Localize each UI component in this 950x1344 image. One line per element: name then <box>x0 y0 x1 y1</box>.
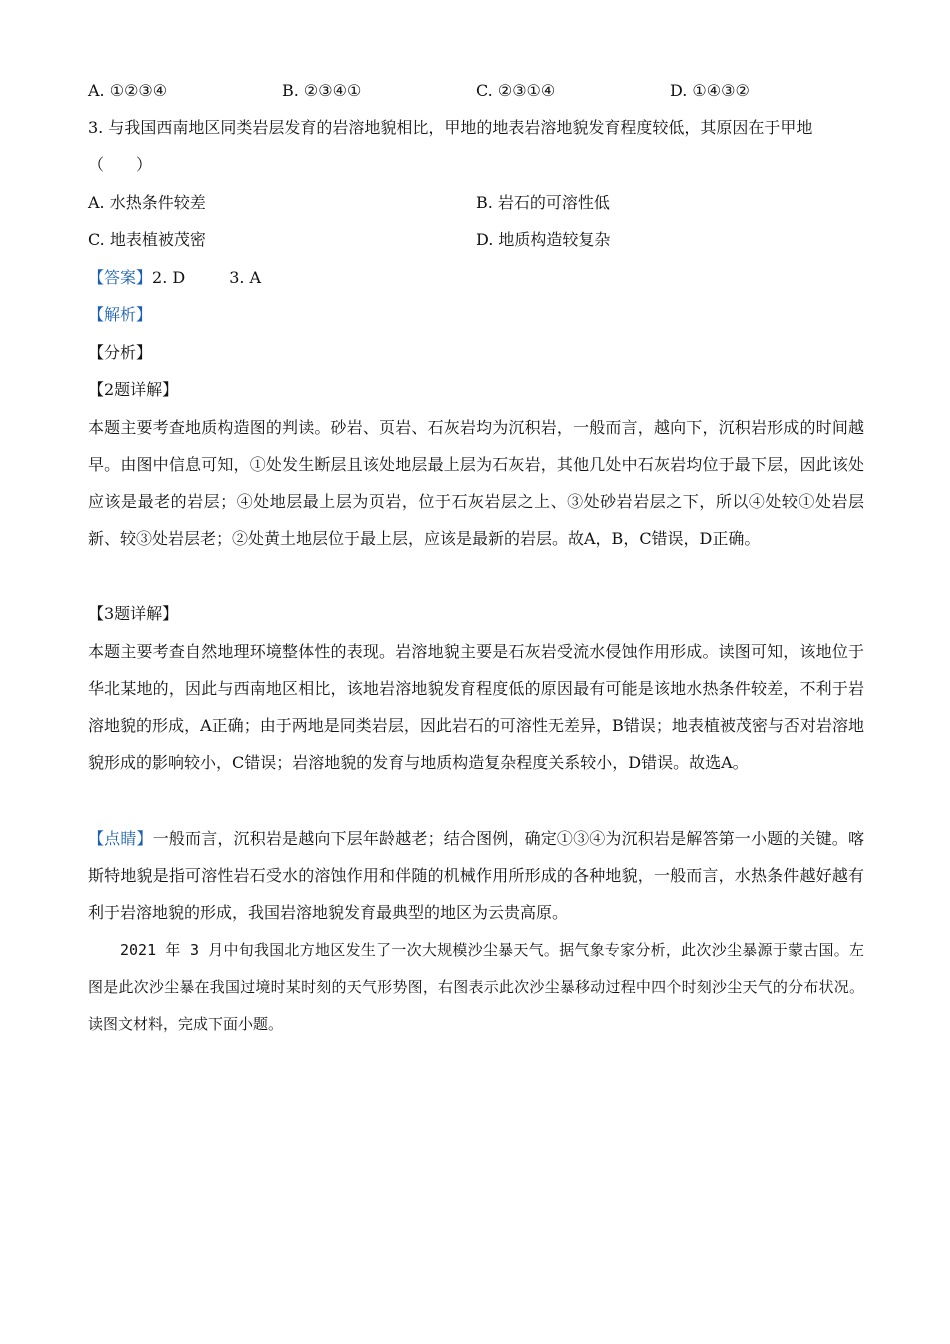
q3-detail-label: 【3题详解】 <box>88 604 179 623</box>
dianjing-label: 【点睛】 <box>88 829 153 848</box>
q2-option-a: A. ①②③④ <box>88 81 168 100</box>
answer-q2: 2. D <box>152 268 186 287</box>
q2-option-d: D. ①④③② <box>670 81 750 100</box>
q3-option-d: D. 地质构造较复杂 <box>476 230 611 249</box>
next-material-text: 2021 年 3 月中旬我国北方地区发生了一次大规模沙尘暴天气。据气象专家分析，此次沙尘暴源于蒙古国。左图是此次沙尘暴在我国过境时某时刻的天气形势图，右图表示此次沙尘暴移动过程中四个时刻沙尘天气的分布状况。读图文材料，完成下面小题。 <box>88 941 864 1033</box>
q3-stem: 3. 与我国西南地区同类岩层发育的岩溶地貌相比，甲地的地表岩溶地貌发育程度较低，其原因在于甲地 <box>88 118 813 137</box>
next-material-paragraph <box>88 932 864 1043</box>
dianjing-paragraph <box>88 820 864 931</box>
q3-option-b: B. 岩石的可溶性低 <box>476 193 610 212</box>
q3-detail-text: 本题主要考查自然地理环境整体性的表现。岩溶地貌主要是石灰岩受流水侵蚀作用形成。读图可知，该地位于华北某地的，因此与西南地区相比，该地岩溶地貌发育程度低的原因最有可能是该地水热条件较差，不利于岩溶地貌的形成，A正确；由于两地是同类岩层，因此岩石的可溶性无差异，B错误；地表植被茂密与否对岩溶地貌形成的影响较小，C错误；岩溶地貌的发育与地质构造复杂程度关系较小，D错误。故选A。 <box>88 642 864 772</box>
dianjing-text: 一般而言，沉积岩是越向下层年龄越老；结合图例，确定①③④为沉积岩是解答第一小题的关键。喀斯特地貌是指可溶性岩石受水的溶蚀作用和伴随的机械作用所形成的各种地貌，一般而言，水热条件越好越有利于岩溶地貌的形成，我国岩溶地貌发育最典型的地区为云贵高原。 <box>88 829 864 922</box>
q2-option-b: B. ②③④① <box>282 81 362 100</box>
answer-line <box>88 267 261 289</box>
answer-q3: 3. A <box>229 268 262 287</box>
q3-paren: （ ） <box>88 155 153 174</box>
fenxi-label: 【分析】 <box>88 343 153 362</box>
q2-detail-label: 【2题详解】 <box>88 380 179 399</box>
answer-label: 【答案】 <box>88 268 153 287</box>
q3-option-c: C. 地表植被茂密 <box>88 230 206 249</box>
q3-option-a: A. 水热条件较差 <box>88 193 206 212</box>
analysis-label: 【解析】 <box>88 305 153 324</box>
q2-option-c: C. ②③①④ <box>476 81 556 100</box>
q2-detail-text: 本题主要考查地质构造图的判读。砂岩、页岩、石灰岩均为沉积岩，一般而言，越向下，沉积岩形成的时间越早。由图中信息可知，①处发生断层且该处地层最上层为石灰岩，其他几处中石灰岩均位于最下层，因此该处应该是最老的岩层；④处地层最上层为页岩，位于石灰岩层之上、③处砂岩岩层之下，所以④处较①处岩层新、较③处岩层老；②处黄土地层位于最上层，应该是最新的岩层。故A，B，C错误，D正确。 <box>88 418 864 548</box>
